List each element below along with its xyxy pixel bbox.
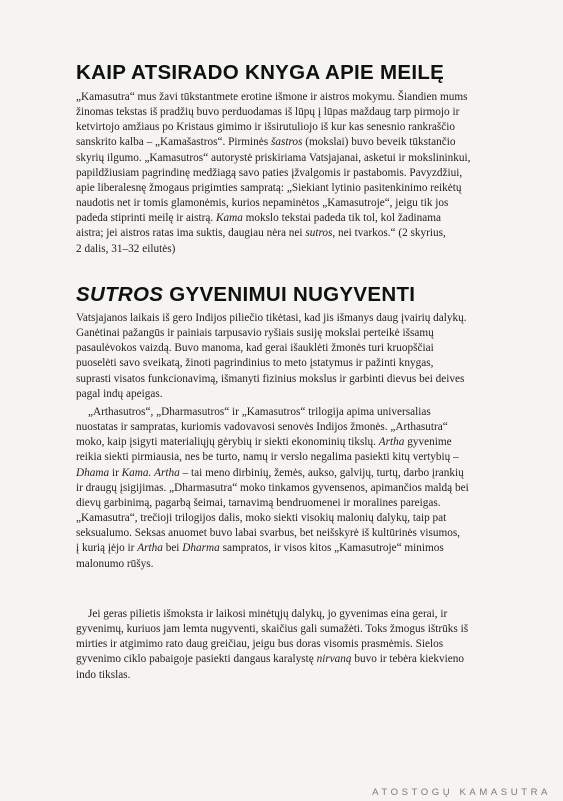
text-line: „Arthasutros“, „Dharmasutros“ ir „Kamasutros“ trilogija apima universalias [88,406,431,418]
heading-sutras-for-life [76,283,415,307]
text-line: į kurią įėjo ir Artha bei Dharma sampratos, ir visos kitos „Kamasutroje“ minimos [76,542,444,555]
text-line: „Kamasutra“, trečioji trilogijos dalis, moko siekti visokių malonių dalykų, taip pat [76,512,447,525]
text-line: suprasti visatos funkcionavimą, išmanyti fizinius mokslus ir garbinti dievus bei deives [76,372,465,385]
paragraph-intro [76,90,506,257]
paragraph-good-citizen [76,607,506,683]
text-line: Jei geras pilietis išmoksta ir laikosi minėtųjų dalykų, jo gyvenimas eina gerai, ir [88,608,448,620]
text-line: papildžiusiam pagrindinę medžiagą savo paties įžvalgomis ir pastabomis. Pavyzdžiui, [76,166,463,179]
heading-rest: GYVENIMUI NUGYVENTI [163,283,416,306]
text-line: reikia siekti pirmiausia, nes be turto, namų ir verslo negalima pasiekti kitų vertybių – [76,451,459,464]
heading-italic-word: SUTROS [76,283,164,306]
text-line: žinomas tekstas iš pradžių buvo perduodamas iš lūpų į lūpas maždaug tarp pirmojo ir [76,106,460,119]
text-line: skyrių ilgumo. „Kamasutros“ autorystė priskiriama Vatsjajanai, asketui ir mokslininkui, [76,151,471,164]
text-line: naudotis net ir tomis glamonėmis, kurios nepaminėtos „Kamasutroje“, jeigu tik jos [76,197,449,210]
text-line: „Kamasutra“ mus žavi tūkstantmete erotine išmone ir aistros mokymu. Šiandien mums [76,91,468,103]
text-line: mirties ir atgimimo rato daug greičiau, jeigu bus doras visomis prasmėmis. Sielos [76,638,444,651]
text-line: nuostatas ir sampratas, kuriomis vadovavosi senovės Indijos žmonės. „Arthasutra“ [76,421,448,434]
heading-how-the-book-came-to-be: KAIP ATSIRADO KNYGA APIE MEILĘ [76,61,445,84]
paragraph-trilogy [76,405,506,572]
text-line: moko, kaip įsigyti materialiųjų gėrybių ir siekti ekonominių tikslų. Artha gyvenime [76,436,452,449]
text-line: indo tikslas. [76,668,131,681]
text-line: seksualumo. Seksas anuomet buvo labai svarbus, bet neišskyrė iš kultūrinės visumos, [76,527,461,540]
text-line: apie liberalesnę žmogaus prigimties sampratą: „Siekiant lytinio pasitenkinimo reikėtų [76,181,462,194]
text-line: gyvenimo ciklo pabaigoje pasiekti dangaus karalystę nirvaną buvo ir tebėra kiekvieno [76,653,465,666]
text-line: ketvirtojo amžiaus po Kristaus gimimo ir išsirutuliojo iš kur kas senesnio rankraščio [76,121,456,134]
text-line: aistra; jei aistros ratas ima suktis, daugiau nėra nei sutros, nei tvarkos.“ (2 skyrius, [76,227,446,240]
text-line: Dhama ir Kama. Artha – tai meno dirbinių, žemės, aukso, galvijų, turtų, darbo įrankių [76,466,464,479]
text-line: Ganėtinai pažangūs ir painiais tarpusavio ryšiais susiję mokslai perteikė išsamų [76,327,434,340]
text-line: pasaulėvokos vaizdą. Buvo manoma, kad gerai išauklėti žmonės turi kruopščiai [76,342,434,355]
text-line: Vatsjajanos laikais iš gero Indijos piliečio tikėtasi, kad jis išmanys daug įvairių dalykų. [76,312,467,324]
text-line: malonumo rūšys. [76,557,154,570]
running-footer: ATOSTOGŲ KAMASUTRA [372,787,551,798]
text-line: padeda stiprinti meilę ir aistrą. Kama mokslo tekstai padeda tik tol, kol žadinama [76,212,441,225]
text-line: sanskrito kalba – „Kamašastros“. Pirminės šastros (mokslai) buvo beveik tūkstančio [76,136,456,149]
paragraph-vatsyayana-times [76,311,506,402]
text-line: gyvenimų, kuriuos jam lemta nugyventi, skaičius gali sumažėti. Toks žmogus ištrūks iš [76,623,469,636]
text-line: dievų garbinimą, pagarbą šeimai, tarnavimą bendruomenei ir moralines pareigas. [76,496,441,509]
text-line: 2 dalis, 31–32 eilutės) [76,242,176,255]
text-line: puoselėti savo sveikatą, žinoti pagrindinius to meto įstatymus ir pažinti knygas, [76,357,434,370]
text-line: ir draugų įsigijimas. „Dharmasutra“ moko tinkamos gyvensenos, apimančios maldą bei [76,481,469,494]
text-line: pagal indų apeigas. [76,387,163,400]
